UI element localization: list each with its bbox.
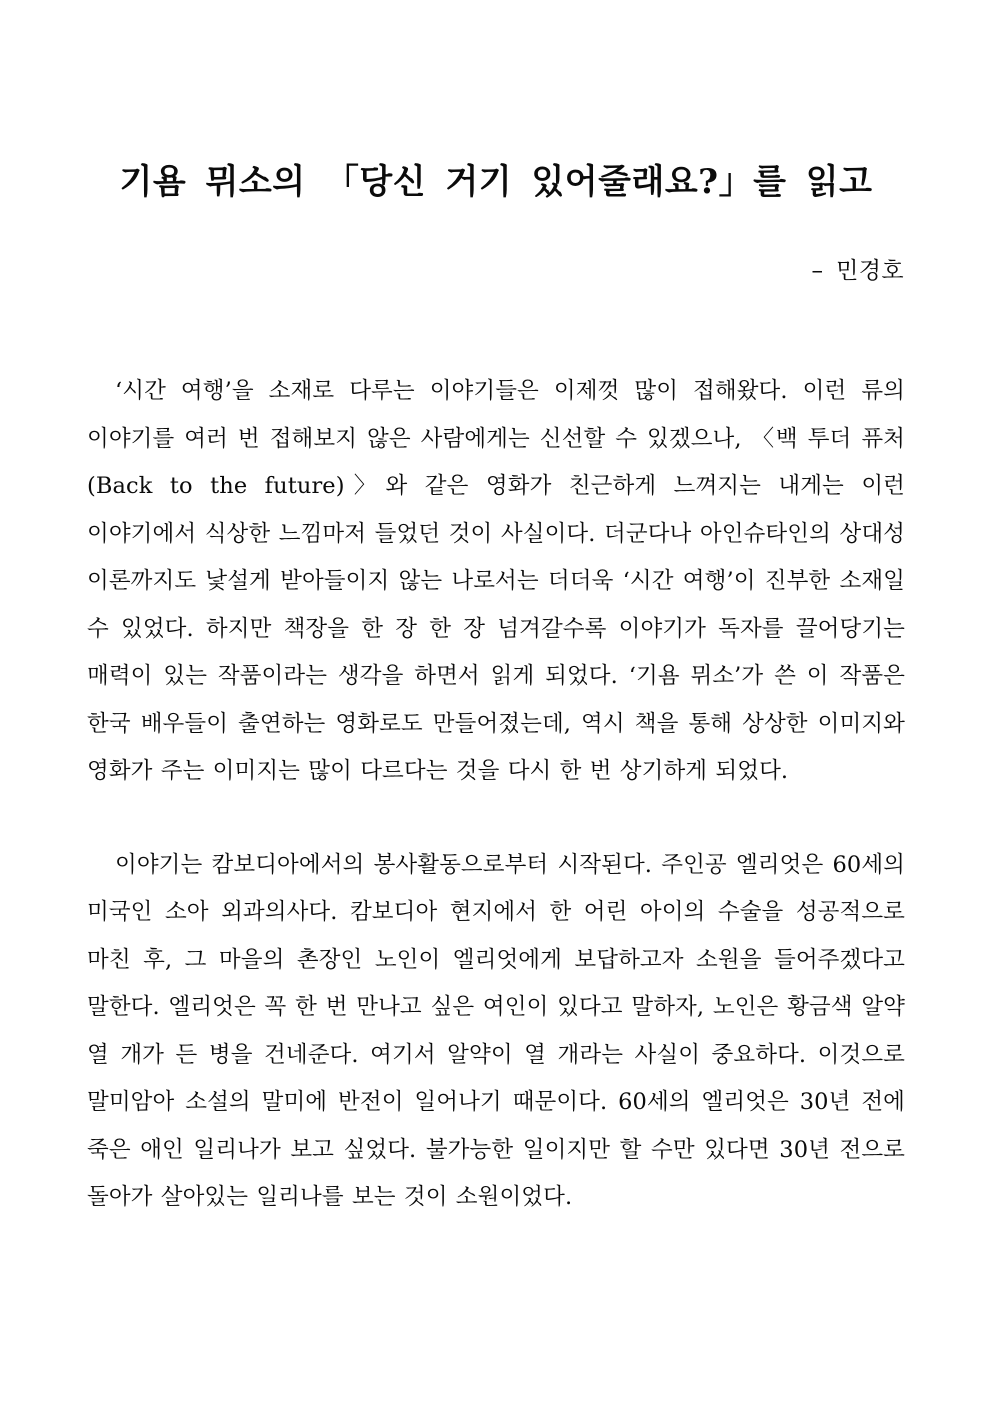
page-title: 기욤 뮈소의 「당신 거기 있어줄래요?」를 읽고 — [119, 161, 873, 202]
body-paragraph: ‘시간 여행’을 소재로 다루는 이야기들은 이제껏 많이 접해왔다. 이런 류의 이야기를 여러 번 접해보지 않은 사람에게는 신선할 수 있겠으나, 〈백 투더 퓨처(Back to the future)〉와 같은 영화가 친근하게 느껴지는 내게는 이런 이야기에서 식상한 느낌마저 들었던 것이 사실이다. 더군다나 아인슈타인의 상대성 이론까지도 낯설게 받아들이지 않는 나로서는 더더욱 ‘시간 여행’이 진부한 소재일 수 있었다. 하지만 책장을 한 장 한 장 넘겨갈수록 이야기가 독자를 끌어당기는 매력이 있는 작품이라는 생각을 하면서 읽게 되었다. ‘기욤 뮈소’가 쓴 이 작품은 한국 배우들이 출연하는 영화로도 만들어졌는데, 역시 책을 통해 상상한 이미지와 영화가 주는 이미지는 많이 다르다는 것을 다시 한 번 상기하게 되었다. — [87, 378, 905, 784]
author-byline: – 민경호 — [811, 258, 904, 284]
body-paragraph: 이야기는 캄보디아에서의 봉사활동으로부터 시작된다. 주인공 엘리엇은 60세의 미국인 소아 외과의사다. 캄보디아 현지에서 한 어린 아이의 수술을 성공적으로 마친 후, 그 마을의 촌장인 노인이 엘리엇에게 보답하고자 소원을 들어주겠다고 말한다. 엘리엇은 꼭 한 번 만나고 싶은 여인이 있다고 말하자, 노인은 황금색 알약 열 개가 든 병을 건네준다. 여기서 알약이 열 개라는 사실이 중요하다. 이것으로 말미암아 소설의 말미에 반전이 일어나기 때문이다. 60세의 엘리엇은 30년 전에 죽은 애인 일리나가 보고 싶었다. 불가능한 일이지만 할 수만 있다면 30년 전으로 돌아가 살아있는 일리나를 보는 것이 소원이었다. — [87, 851, 906, 1210]
document-body — [87, 368, 905, 1222]
